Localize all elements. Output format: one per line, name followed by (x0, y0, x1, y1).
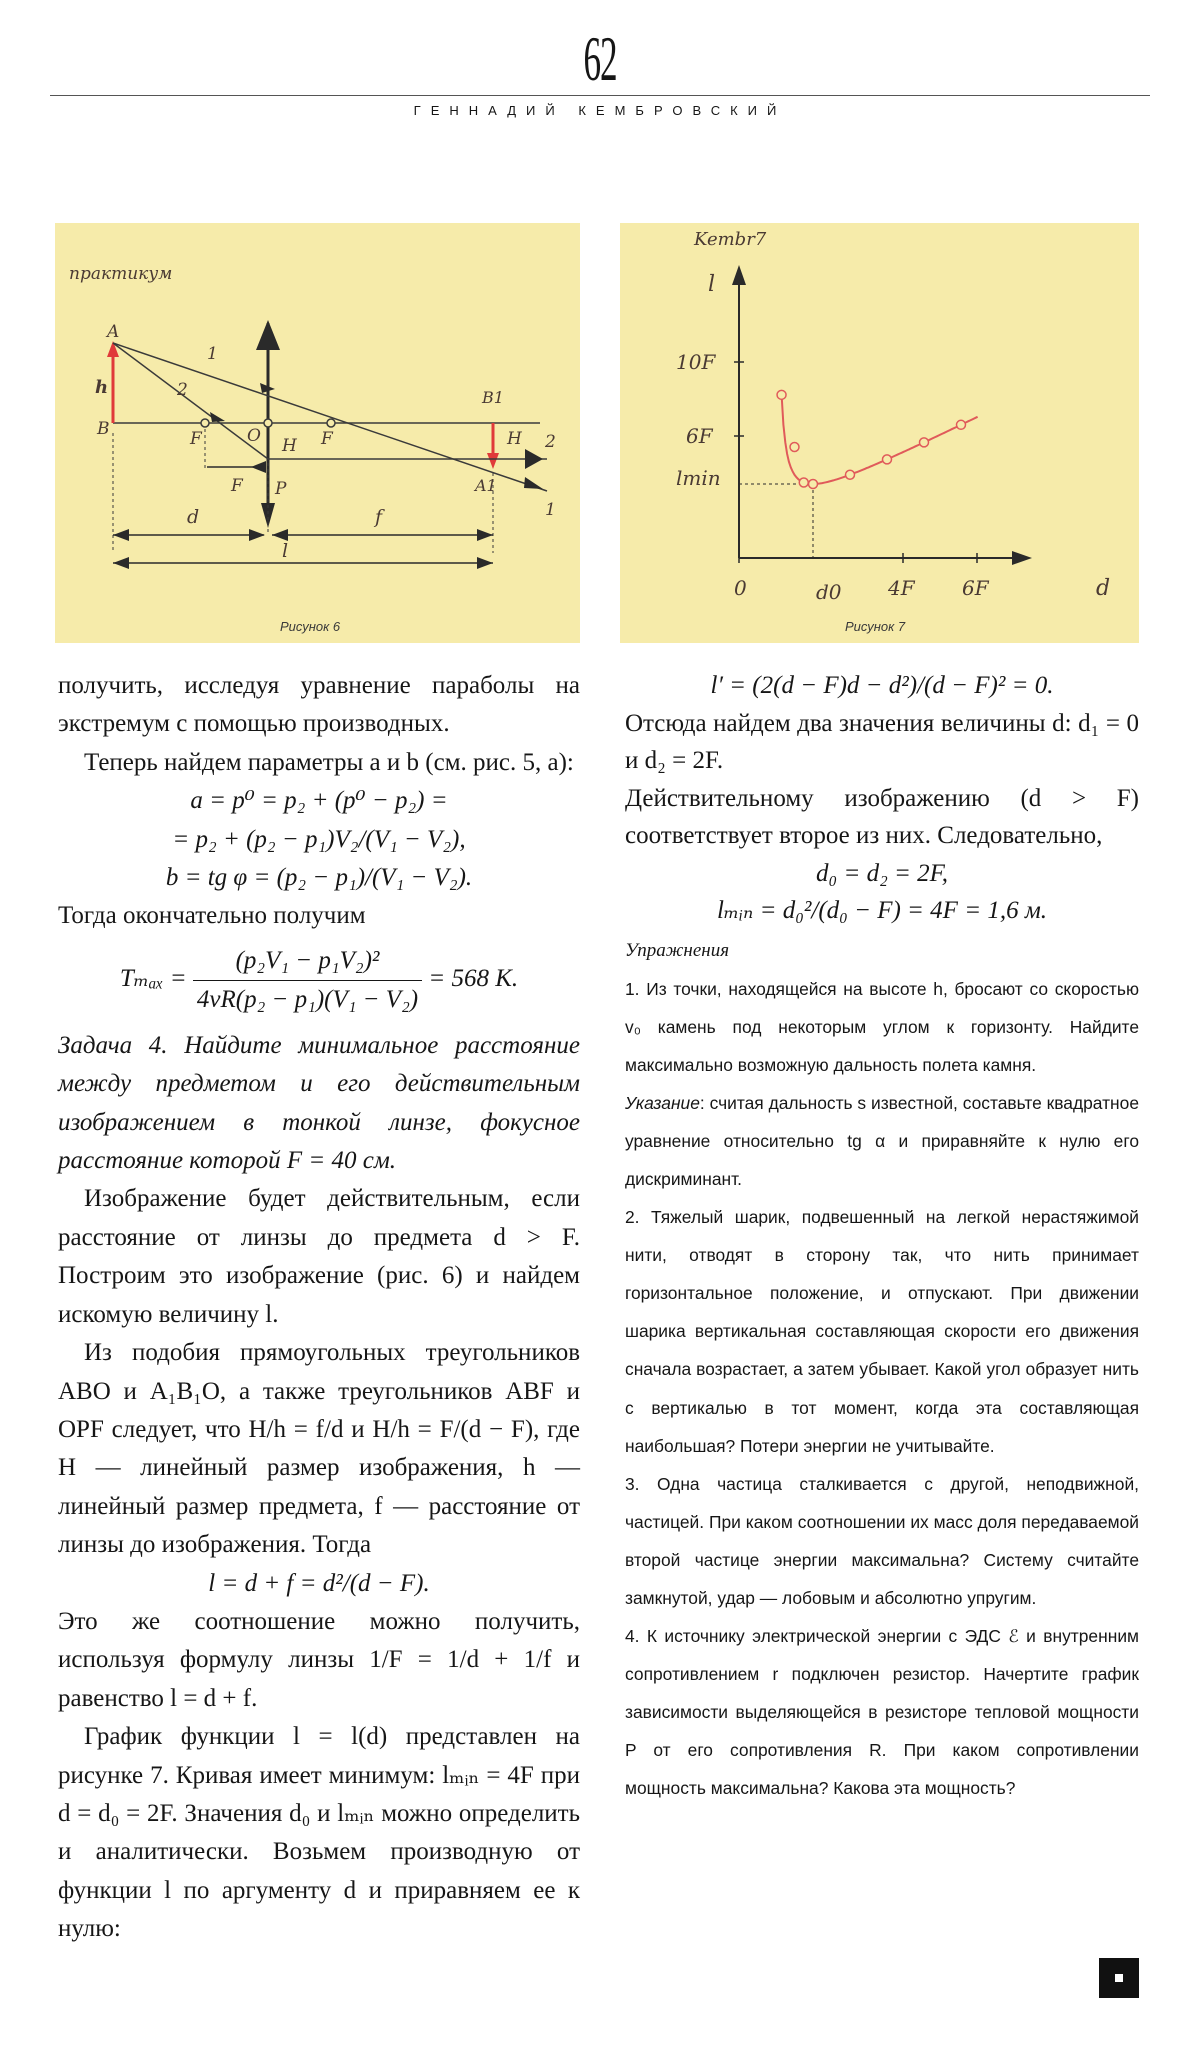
tmax-denominator: 4νR(p₂ − p₁)(V₁ − V₂) (196, 985, 419, 1013)
exercise-3: 3. Одна частица сталкивается с другой, неподвижной, частицей. При каком соотношении их масс доля передаваемой второй частице энергии максимальна? Систему считайте замкнутой, удар — лобовым и абсолютно упругим. (625, 1473, 1139, 1608)
exercise-2: 2. Тяжелый шарик, подвешенный на легкой нерастяжимой нити, отводят в сторону так, что нить принимает горизонтальное положение, и отпускают. При движении шарика вертикальная составляющая скорости его движения сначала возрастает, а затем убывает. Какой угол образует нить с вертикалью в тот момент, когда эта составляющая наибольшая? Потери энергии не учитывайте. (625, 1207, 1139, 1456)
fig7-caption: Рисунок 7 (845, 619, 906, 634)
data-point (777, 390, 786, 399)
data-point (957, 420, 966, 429)
data-point (883, 455, 892, 464)
y-tick-label-lmin: lmin (676, 466, 721, 490)
task-4: Задача 4. Найдите минимальное расстояние между предметом и его действительным изображением в тонкой линзе, фокусное расстояние которой F = 40 см. (58, 1031, 580, 1175)
equation-lmin: lₘᵢₙ = d₀²/(d₀ − F) = 4F = 1,6 м. (716, 897, 1048, 924)
end-of-article-mark (1099, 1958, 1139, 1998)
tmax-lhs: Tₘₐₓ = (119, 965, 187, 993)
y-tick-label-10F: 10F (676, 350, 716, 374)
label-O: O (247, 426, 261, 446)
left-column (58, 667, 580, 1949)
y-axis-arrow (732, 265, 746, 285)
left-paragraph-5: Из подобия прямоугольных треугольников ABO и A₁B₁O, а также треугольников ABF и OPF следует, что H/h = f/d и H/h = F/(d − F), где H — линейный размер изображения, h — линейный размер предмета, f — расстояние от линзы до изображения. Тогда (58, 1339, 580, 1559)
left-paragraph-1: получить, исследуя уравнение параболы на экстремум с помощью производных. (58, 672, 580, 738)
equation-tmax (58, 942, 580, 1019)
x-tick-label-0: 0 (734, 576, 747, 600)
x-tick-label-d0: d0 (816, 580, 842, 604)
fig6-corner-label: практикум (69, 264, 173, 284)
data-point (799, 478, 808, 487)
focus-right (327, 419, 335, 427)
lens-center (264, 419, 272, 427)
x-tick-label-4F: 4F (888, 576, 915, 600)
equation-derivative: l′ = (2(d − F)d − d²)/(d − F)² = 0. (710, 672, 1054, 699)
label-H-right: H (507, 429, 522, 449)
hint-text: : считая дальность s известной, составьте квадратное уравнение относительно tg α и приравняйте к нулю его дискриминант. (625, 1092, 1139, 1189)
data-point (920, 438, 929, 447)
figure-7-graph (620, 223, 1139, 643)
exercise-4: 4. К источнику электрической энергии с ЭДС ℰ и внутренним сопротивлением r подключен резистор. Начертите график зависимости выделяющейся в резисторе тепловой мощности P от его сопротивления R. При каком сопротивлении мощность максимальна? Какова эта мощность? (625, 1626, 1139, 1799)
ray2-end-arrow (525, 449, 543, 469)
ray-1 (113, 343, 547, 491)
equation-l: l = d + f = d²/(d − F). (208, 1569, 430, 1597)
header-rule (50, 95, 1150, 96)
label-F-bottom: F (231, 476, 243, 496)
ray2-arrow (210, 412, 225, 422)
image-arrow-head (487, 453, 499, 469)
dim-d-arrow-right (249, 529, 265, 541)
figure-6-lens-diagram (55, 223, 580, 643)
exercises-title: Упражнения (625, 939, 730, 961)
x-axis-arrow (1012, 551, 1032, 565)
label-f: f (375, 506, 383, 528)
x-axis-label: d (1096, 576, 1111, 601)
label-ray1: 1 (207, 344, 218, 364)
label-ray1-end: 1 (545, 500, 556, 520)
right-paragraph-1: Отсюда найдем два значения величины d: d₁ = 0 и d₂ = 2F. (625, 709, 1139, 774)
right-paragraph-2: Действительному изображению (d > F) соответствует второе из них. Следовательно, (625, 784, 1139, 849)
label-d: d (187, 506, 200, 528)
label-H-mid: H (282, 436, 297, 456)
focus-left (201, 419, 209, 427)
label-F-right: F (321, 429, 333, 449)
dim-F-arrow (251, 461, 266, 473)
dim-d-arrow-left (113, 529, 129, 541)
label-l: l (282, 540, 289, 562)
ray1-end-arrow (524, 477, 543, 489)
x-tick-label-6F: 6F (962, 576, 989, 600)
hint-label: Указание (625, 1092, 700, 1113)
data-point (809, 480, 818, 489)
equation-a-cont: = p₂ + (p₂ − p₁)V₂/(V₁ − V₂), (172, 825, 466, 853)
exercise-1-hint (625, 1084, 1139, 1198)
page-number: 62 (583, 23, 617, 94)
left-paragraph-3: Тогда окончательно получим (58, 902, 366, 930)
equation-a: a = p⁰ = p₂ + (p⁰ − p₂) = (190, 787, 448, 815)
fig7-corner-label: Kembr7 (694, 229, 767, 250)
exercise-1: 1. Из точки, находящейся на высоте h, бросают со скоростью v₀ камень под некоторым углом к горизонту. Найдите максимально возможную дальность полета камня. (625, 978, 1139, 1075)
dim-l-arrow-right (477, 557, 493, 569)
label-F-left: F (190, 429, 202, 449)
y-tick-label-6F: 6F (686, 424, 713, 448)
label-ray2: 2 (177, 380, 188, 400)
equation-b: b = tg φ = (p₂ − p₁)/(V₁ − V₂). (165, 864, 473, 892)
running-head: ГЕННАДИЙ КЕМБРОВСКИЙ (413, 103, 787, 118)
y-axis-label: l (708, 272, 716, 297)
label-ray2-end: 2 (545, 432, 556, 452)
dim-f-arrow-right (477, 529, 493, 541)
left-paragraph-2: Теперь найдем параметры a и b (см. рис. 5, a): (84, 748, 574, 776)
tmax-fraction (193, 942, 422, 1019)
label-B1: B1 (482, 388, 504, 407)
tmax-rhs: = 568 K. (428, 965, 519, 993)
equation-d0: d₀ = d₂ = 2F, (816, 859, 948, 887)
label-P: P (275, 479, 287, 499)
figure-6-svg (55, 223, 580, 643)
label-B: B (97, 419, 110, 439)
label-A: A (107, 322, 120, 342)
label-h: h (95, 377, 109, 398)
data-point (846, 470, 855, 479)
left-paragraph-6: Это же соотношение можно получить, используя формулу линзы 1/F = 1/d + 1/f и равенство l = d + f. (58, 1607, 580, 1712)
fig6-caption: Рисунок 6 (280, 619, 341, 634)
right-column (625, 667, 1139, 1808)
label-A1: A1 (475, 476, 497, 495)
dim-l-arrow-left (113, 557, 129, 569)
data-point (790, 443, 799, 452)
curve-line (782, 395, 978, 484)
left-paragraph-7: График функции l = l(d) представлен на рисунке 7. Кривая имеет минимум: lₘᵢₙ = 4F при d = d₀ = 2F. Значения d₀ и lₘᵢₙ можно определить и аналитически. Возьмем производную от функции l по аргументу d и приравняем ее к нулю: (58, 1723, 580, 1943)
figure-7-svg (620, 223, 1139, 643)
left-paragraph-4: Изображение будет действительным, если расстояние от линзы до предмета d > F. Построим это изображение (рис. 6) и найдем искомую величину l. (58, 1185, 580, 1328)
tmax-numerator: (p₂V₁ − p₁V₂)² (193, 942, 422, 981)
